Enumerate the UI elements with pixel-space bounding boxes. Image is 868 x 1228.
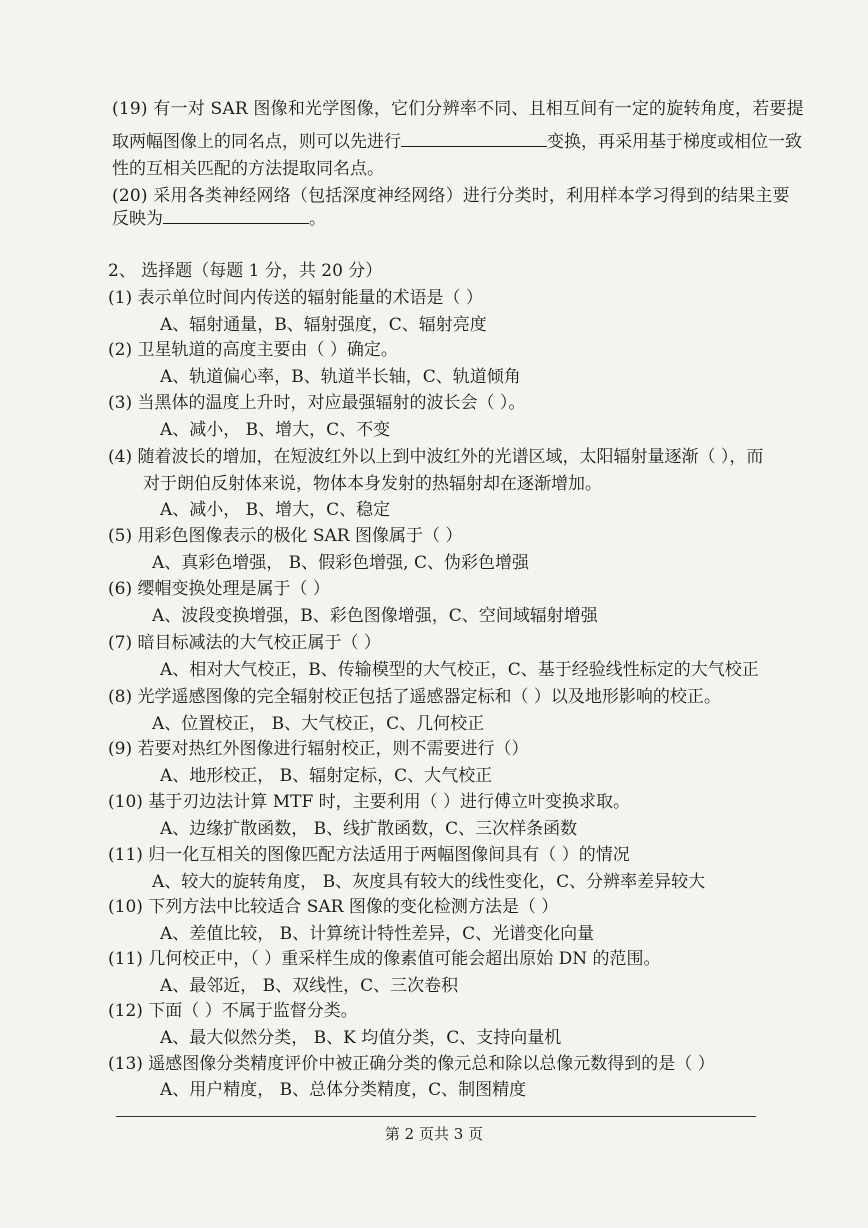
q19-answer-blank[interactable] <box>401 130 547 147</box>
options-10: A、边缘扩散函数， B、线扩散函数，C、三次样条函数 <box>160 819 578 839</box>
question-9: (9) 若要对热红外图像进行辐射校正，则不需要进行（） <box>108 739 529 759</box>
question-3: (3) 当黑体的温度上升时，对应最强辐射的波长会（ ）。 <box>108 393 526 413</box>
question-10: (10) 基于刃边法计算 MTF 时，主要利用（ ）进行傅立叶变换求取。 <box>108 792 631 812</box>
options-7: A、相对大气校正，B、传输模型的大气校正，C、基于经验线性标定的大气校正 <box>160 660 759 680</box>
options-11: A、较大的旋转角度， B、灰度具有较大的线性变化，C、分辨率差异较大 <box>152 872 706 892</box>
question-2: (2) 卫星轨道的高度主要由（ ）确定。 <box>108 340 398 360</box>
options-11b: A、最邻近， B、双线性，C、三次卷积 <box>160 976 459 996</box>
question-11: (11) 归一化互相关的图像匹配方法适用于两幅图像间具有（ ）的情况 <box>108 845 630 865</box>
q20-line-2-end: 。 <box>309 209 326 229</box>
options-6: A、波段变换增强，B、彩色图像增强，C、空间域辐射增强 <box>152 606 598 626</box>
options-3: A、减小， B、增大，C、不变 <box>160 420 391 440</box>
question-5: (5) 用彩色图像表示的极化 SAR 图像属于（ ） <box>108 526 463 546</box>
options-12: A、最大似然分类， B、K 均值分类，C、支持向量机 <box>160 1028 562 1048</box>
page-number: 第 2 页共 3 页 <box>384 1125 484 1143</box>
section-2-heading: 2、 选择题（每题 1 分，共 20 分） <box>108 261 383 281</box>
q20-answer-blank[interactable] <box>163 207 309 224</box>
question-10b: (10) 下列方法中比较适合 SAR 图像的变化检测方法是（ ） <box>108 897 559 917</box>
question-7: (7) 暗目标减法的大气校正属于（ ） <box>108 633 381 653</box>
q19-line-2-start: 取两幅图像上的同名点，则可以先进行 <box>112 132 401 152</box>
question-1: (1) 表示单位时间内传送的辐射能量的术语是（ ） <box>108 288 483 308</box>
options-9: A、地形校正， B、辐射定标，C、大气校正 <box>160 766 493 786</box>
footer-divider <box>116 1116 756 1117</box>
options-8: A、位置校正， B、大气校正，C、几何校正 <box>152 714 485 734</box>
question-13: (13) 遥感图像分类精度评价中被正确分类的像元总和除以总像元数得到的是（ ） <box>108 1054 715 1074</box>
options-5: A、真彩色增强， B、假彩色增强, C、伪彩色增强 <box>152 553 529 573</box>
options-1: A、辐射通量，B、辐射强度，C、辐射亮度 <box>160 315 487 335</box>
q19-line-1: (19) 有一对 SAR 图像和光学图像，它们分辨率不同、且相互间有一定的旋转角度，若要提 <box>112 99 804 119</box>
q20-line-1: (20) 采用各类神经网络（包括深度神经网络）进行分类时，利用样本学习得到的结果主要 <box>112 186 790 206</box>
q20-line-2-start: 反映为 <box>112 209 163 229</box>
q20-line-2 <box>112 207 326 230</box>
options-10b: A、差值比较， B、计算统计特性差异，C、光谱变化向量 <box>160 924 595 944</box>
options-2: A、轨道偏心率，B、轨道半长轴，C、轨道倾角 <box>160 367 521 387</box>
question-6: (6) 缨帽变换处理是属于（ ） <box>108 579 330 599</box>
options-4: A、减小， B、增大，C、稳定 <box>160 500 391 520</box>
question-11b: (11) 几何校正中，（ ）重采样生成的像素值可能会超出原始 DN 的范围。 <box>108 949 661 969</box>
question-12: (12) 下面（ ）不属于监督分类。 <box>108 1001 358 1021</box>
question-4-continued: 对于朗伯反射体来说，物体本身发射的热辐射却在逐渐增加。 <box>143 474 602 494</box>
q19-line-3: 性的互相关匹配的方法提取同名点。 <box>112 159 384 179</box>
question-4: (4) 随着波长的增加，在短波红外以上到中波红外的光谱区域，太阳辐射量逐渐（ ），而 <box>108 447 764 467</box>
q19-line-2 <box>112 130 802 153</box>
q19-line-2-end: 变换，再采用基于梯度或相位一致 <box>547 132 802 152</box>
options-13: A、用户精度， B、总体分类精度，C、制图精度 <box>160 1080 527 1100</box>
question-8: (8) 光学遥感图像的完全辐射校正包括了遥感器定标和（ ）以及地形影响的校正。 <box>108 687 721 707</box>
